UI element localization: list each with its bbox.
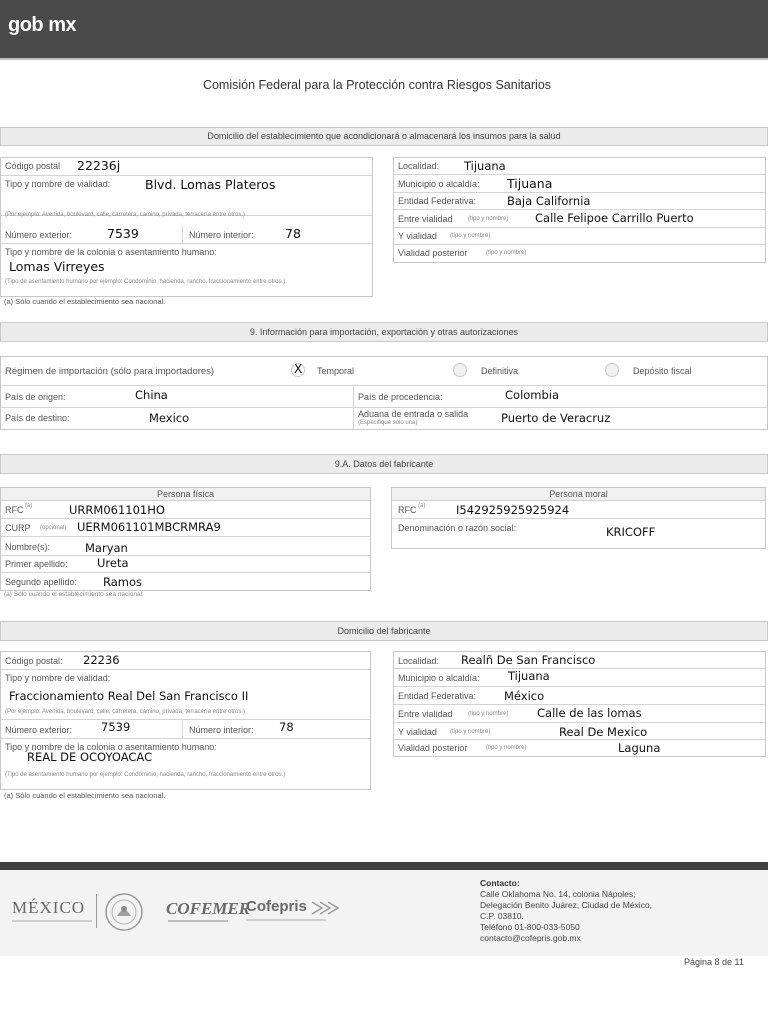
aduana-field[interactable]: Puerto de Veracruz (501, 411, 611, 425)
gobmx-logo[interactable]: gob mx (8, 14, 77, 36)
fab-entre-vialidad-row (394, 705, 765, 723)
segundo-apellido-field[interactable]: Ramos (103, 575, 143, 589)
fab-entidad-label: Entidad Federativa: (398, 691, 477, 701)
municipio-field[interactable]: Tijuana (507, 176, 553, 191)
fab-vialidad-posterior-label: Vialidad posterior (398, 743, 468, 753)
aduana-hint: (Especifique sólo una) (358, 420, 418, 426)
numeros-row (1, 226, 372, 244)
definitiva-radio[interactable] (453, 363, 467, 377)
cofepris-subline (246, 919, 326, 921)
contact-line-3: C.P. 03810. (480, 911, 524, 921)
codigo-postal-field[interactable]: 22236j (77, 158, 121, 173)
persona-fisica-box (0, 487, 371, 591)
vialidad-posterior-label: Vialidad posterior (398, 248, 468, 258)
nombre-label: Nombre(s): (5, 542, 51, 552)
colonia-row (1, 244, 372, 296)
fab-vialidad-example: (Por ejemplo: Avenida, boulevard, calle, carretera, camino, privada, terracería entre otros.) (5, 709, 246, 715)
segundo-apellido-label: Segundo apellido: (5, 577, 78, 587)
moral-rfc-label: RFC (398, 505, 417, 515)
contact-line-2: Delegación Benito Juárez, Ciudad de México, (480, 900, 652, 910)
top-header-bar (0, 0, 768, 58)
destino-row (1, 408, 767, 429)
fab-y-vialidad-field[interactable]: Real De Mexico (559, 725, 648, 739)
fab-numeros-divider (182, 720, 183, 739)
fab-numeros-row (1, 720, 370, 739)
section-band-fabricante: 9.A. Datos del fabricante (0, 454, 768, 474)
fab-codigo-postal-row (1, 652, 370, 670)
fab-num-ext-label: Número exterior: (5, 725, 73, 735)
colonia-field[interactable]: Lomas Virreyes (9, 259, 105, 274)
contact-title: Contacto: (480, 878, 520, 888)
importacion-box (0, 356, 768, 430)
entidad-field[interactable]: Baja California (507, 194, 591, 208)
fab-localidad-field[interactable]: Realñ De San Francisco (461, 653, 596, 667)
municipio-row (394, 175, 765, 193)
fab-municipio-row (394, 669, 765, 687)
razon-social-label: Denominación o razón social: (398, 523, 517, 533)
establecimiento-address-left (0, 157, 373, 297)
municipio-label: Municipio o alcaldía: (398, 179, 480, 189)
moral-rfc-field[interactable]: I542925925925924 (456, 503, 570, 517)
curp-field[interactable]: UERM061101MBCRMRA9 (77, 520, 221, 534)
mexico-logo-subline (12, 920, 92, 922)
persona-moral-box (391, 487, 766, 549)
fab-y-vialidad-row (394, 723, 765, 740)
pais-origen-label: País de origen: (5, 392, 66, 402)
cofepris-arrow-icon (310, 900, 340, 916)
localidad-label: Localidad: (398, 161, 440, 171)
footer (0, 870, 768, 956)
rfc-label: RFC (5, 505, 24, 515)
entidad-row (394, 193, 765, 210)
fabricante-note: (a) Sólo cuando el establecimiento sea nacional (4, 591, 143, 598)
fab-vialidad-row (1, 670, 370, 720)
y-vialidad-row (394, 228, 765, 245)
fab-entre-vialidad-field[interactable]: Calle de las lomas (537, 706, 642, 720)
temporal-label: Temporal (317, 366, 355, 376)
origen-row (1, 386, 767, 408)
deposito-fiscal-label: Depósito fiscal (633, 366, 692, 376)
numeros-divider (182, 226, 183, 244)
contact-email[interactable]: contacto@cofepris.gob.mx (480, 933, 581, 943)
localidad-field[interactable]: Tijuana (464, 159, 506, 173)
entidad-label: Entidad Federativa: (398, 196, 477, 206)
fab-colonia-label: Tipo y nombre de la colonia o asentamiento humano: (5, 742, 217, 752)
fab-vialidad-posterior-field[interactable]: Laguna (618, 741, 661, 755)
y-vialidad-label: Y vialidad (398, 231, 437, 241)
rfc-superscript: (a) (25, 503, 33, 509)
fab-entre-vialidad-label: Entre vialidad (398, 709, 453, 719)
entre-vialidad-row (394, 210, 765, 228)
colonia-label: Tipo y nombre de la colonia o asentamiento humano: (5, 247, 217, 257)
rfc-field[interactable]: URRM061101HO (69, 503, 165, 517)
curp-label: CURP (5, 523, 31, 533)
fab-vialidad-posterior-row (394, 740, 765, 756)
fab-entidad-row (394, 687, 765, 705)
fab-colonia-field[interactable]: REAL DE OCOYOACAC (27, 750, 153, 764)
vialidad-label: Tipo y nombre de vialidad: (5, 179, 111, 189)
regimen-label: Régimen de importación (sólo para importadores) (5, 366, 215, 377)
footer-logo-divider (96, 894, 97, 928)
pais-destino-label: País de destino: (5, 413, 70, 423)
pais-procedencia-label: País de procedencia: (358, 392, 443, 402)
regimen-row (1, 357, 767, 386)
segundo-apellido-row (1, 573, 370, 590)
mexico-logo: MÉXICO (12, 898, 86, 917)
moral-rfc-row (392, 502, 765, 519)
num-int-label: Número interior: (189, 230, 254, 240)
fab-num-int-label: Número interior: (189, 725, 254, 735)
razon-social-field[interactable]: KRICOFF (606, 525, 656, 539)
establecimiento-address-right (393, 157, 766, 263)
colonia-example: (Tipo de asentamiento humano por ejemplo: Condominio, hacienda, rancho, fraccionamiento entre otros.) (5, 279, 286, 285)
primer-apellido-field[interactable]: Ureta (97, 556, 129, 570)
fab-vialidad-label: Tipo y nombre de vialidad: (5, 673, 111, 683)
pais-origen-field[interactable]: China (135, 388, 168, 402)
fab-codigo-postal-label: Código postal: (5, 656, 63, 666)
fab-num-ext-field[interactable]: 7539 (101, 720, 131, 734)
fab-vialidad-field[interactable]: Fraccionamiento Real Del San Francisco II (9, 689, 249, 703)
fab-municipio-field[interactable]: Tijuana (508, 669, 550, 683)
cofemer-subline (168, 920, 228, 922)
footer-top-bar (0, 862, 768, 870)
section-band-importacion: 9. Información para importación, exportación y otras autorizaciones (0, 322, 768, 342)
entre-vialidad-field[interactable]: Calle Felipoe Carrillo Puerto (535, 211, 694, 225)
curp-row (1, 519, 370, 537)
pais-procedencia-field[interactable]: Colombia (505, 388, 560, 402)
contact-line-4[interactable]: Teléfono 01-800-033-5050 (480, 922, 580, 932)
definitiva-label: Definitiva (481, 366, 519, 376)
localidad-row (394, 158, 765, 175)
fab-vialidad-posterior-hint: (tipo y nombre) (486, 745, 527, 751)
vialidad-row (1, 176, 372, 216)
fab-municipio-label: Municipio o alcaldía: (398, 673, 480, 683)
rfc-row (1, 502, 370, 519)
num-ext-field[interactable]: 7539 (107, 226, 139, 241)
fab-y-vialidad-hint: (tipo y nombre) (450, 729, 491, 735)
deposito-fiscal-radio[interactable] (605, 363, 619, 377)
fab-num-int-field[interactable]: 78 (279, 720, 294, 734)
fab-colonia-example: (Tipo de asentamiento humano por ejemplo: Condominio, hacienda, rancho, fraccionamiento entre otros.) (5, 772, 286, 778)
fab-entre-vialidad-hint: (tipo y nombre) (468, 711, 509, 717)
fab-entidad-field[interactable]: México (504, 689, 545, 703)
vialidad-field[interactable]: Blvd. Lomas Plateros (145, 177, 276, 192)
aduana-label: Aduana de entrada o salida (358, 409, 469, 419)
fab-colonia-row (1, 739, 370, 789)
fab-codigo-postal-field[interactable]: 22236 (83, 653, 120, 667)
contact-block (480, 878, 652, 944)
num-ext-label: Número exterior: (5, 230, 73, 240)
contact-line-1: Calle Oklahoma No. 14, colonia Nápoles; (480, 889, 636, 899)
razon-social-row (392, 519, 765, 548)
cofemer-logo: COFEMER (166, 899, 251, 918)
codigo-postal-row (1, 158, 372, 176)
primer-apellido-row (1, 556, 370, 573)
escudo-seal-icon (104, 892, 144, 932)
fab-localidad-label: Localidad: (398, 656, 440, 666)
temporal-checked-icon: X (294, 362, 303, 376)
section-band-establecimiento: Domicilio del establecimiento que acondicionará o almacenará los insumos para la salud (0, 127, 768, 146)
fabricante-address-left (0, 651, 371, 790)
persona-fisica-heading: Persona física (1, 488, 370, 501)
persona-moral-heading: Persona moral (392, 488, 765, 501)
entre-vialidad-hint: (tipo y nombre) (468, 216, 509, 222)
fab-y-vialidad-label: Y vialidad (398, 727, 437, 737)
header-divider (0, 58, 768, 60)
section-band-domicilio-fabricante: Domicilio del fabricante (0, 621, 768, 641)
establecimiento-note: (a) Sólo cuando el establecimiento sea nacional. (4, 297, 166, 306)
vialidad-example: (Por ejemplo: Avenida, boulevard, calle, carretera, camino, privada, terracería entre otros.) (5, 212, 246, 218)
fab-localidad-row (394, 652, 765, 669)
pais-destino-field[interactable]: Mexico (149, 411, 190, 425)
page-number: Página 8 de 11 (684, 957, 744, 967)
y-vialidad-hint: (tipo y nombre) (450, 233, 491, 239)
curp-hint: (opcional) (40, 525, 67, 531)
nombre-row (1, 537, 370, 556)
vialidad-posterior-row (394, 245, 765, 262)
page-title: Comisión Federal para la Protección contra Riesgos Sanitarios (202, 78, 552, 92)
fabricante-address-right (393, 651, 766, 757)
entre-vialidad-label: Entre vialidad (398, 214, 453, 224)
fab-domicilio-note: (a) Sólo cuando el establecimiento sea nacional. (4, 791, 166, 800)
vialidad-posterior-hint: (tipo y nombre) (486, 250, 527, 256)
codigo-postal-label: Código postal (5, 161, 61, 171)
moral-rfc-superscript: (a) (418, 503, 426, 509)
primer-apellido-label: Primer apellido: (5, 559, 68, 569)
nombre-field[interactable]: Maryan (85, 541, 128, 555)
cofepris-logo: Cofepris (246, 898, 307, 915)
num-int-field[interactable]: 78 (285, 226, 301, 241)
